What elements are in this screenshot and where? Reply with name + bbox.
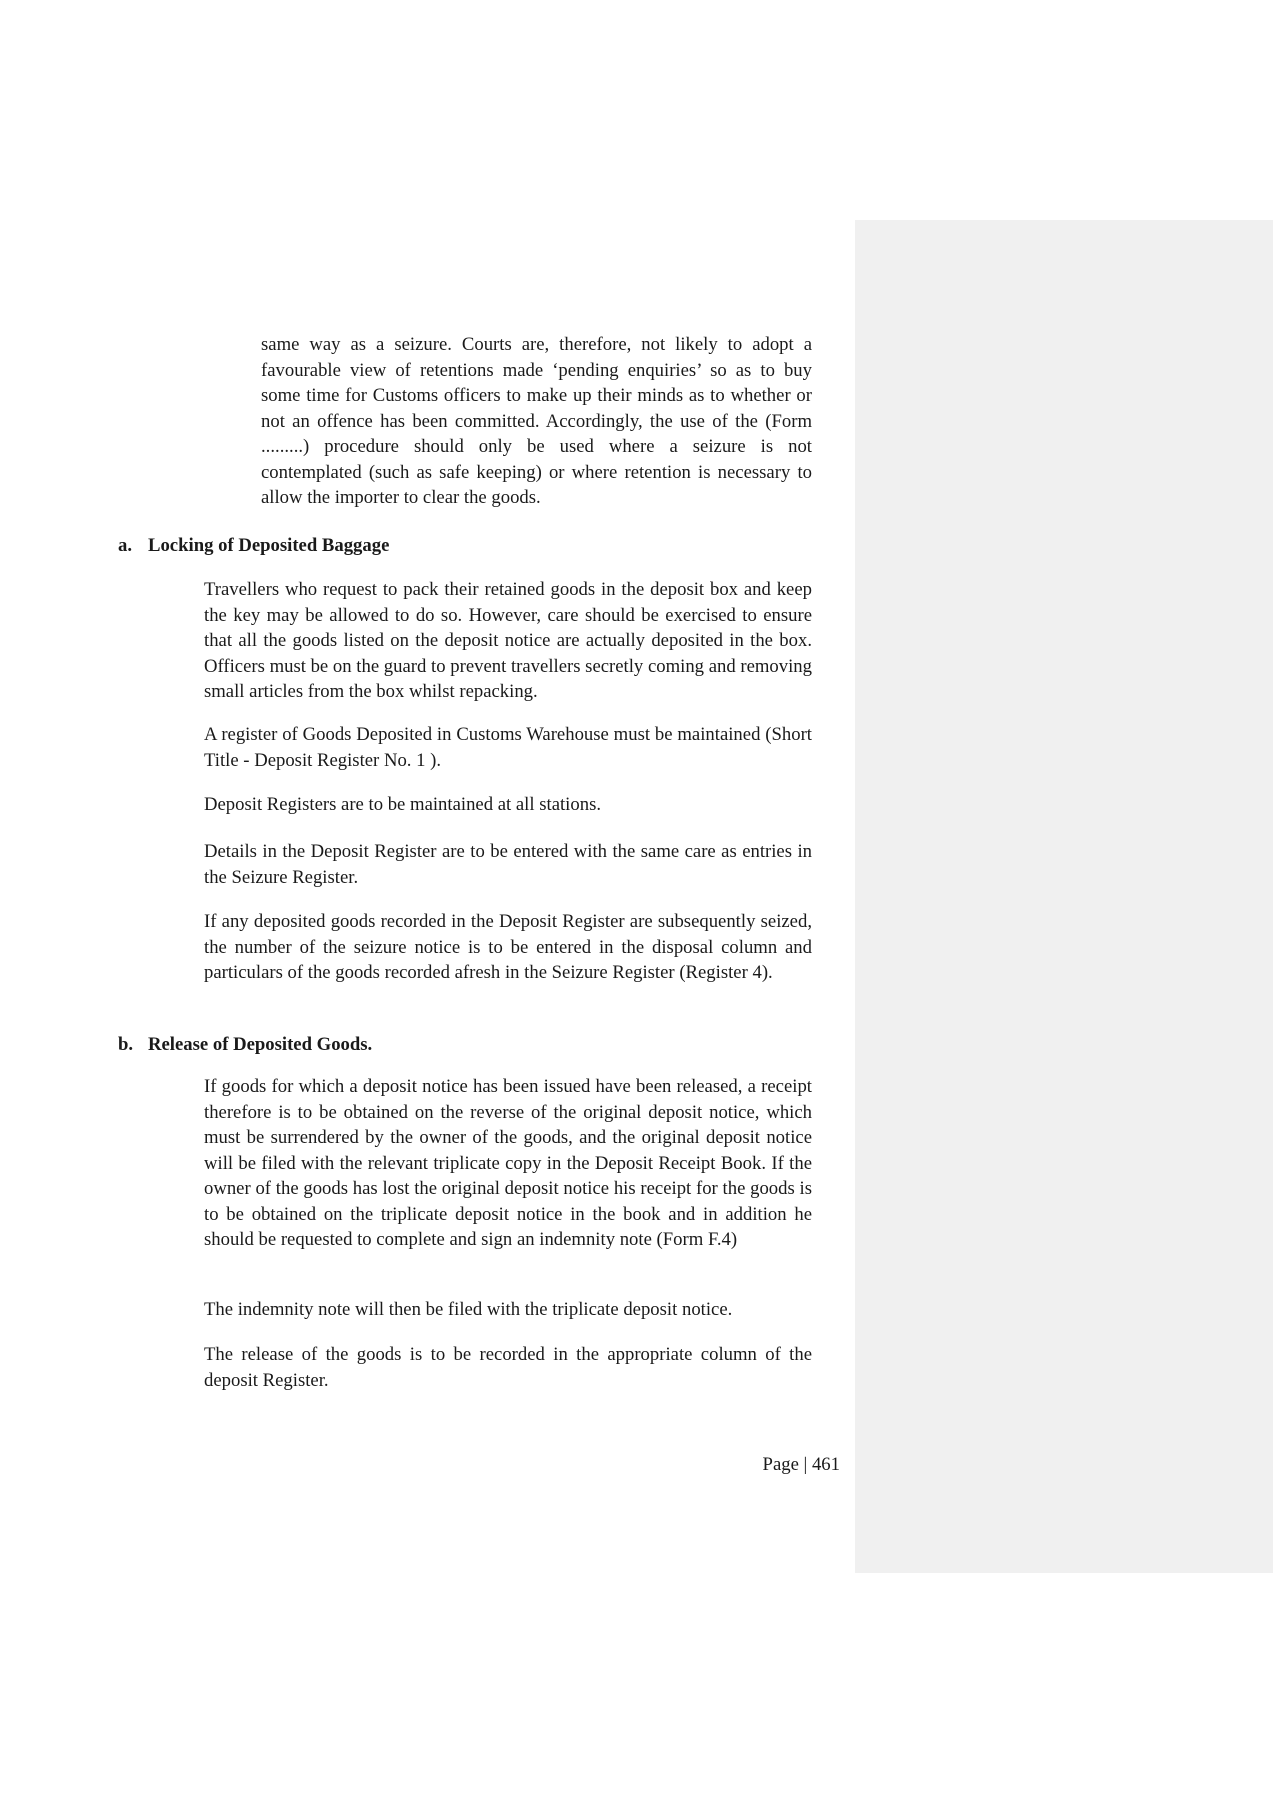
section-letter: b. xyxy=(118,1034,134,1055)
paragraph-release-2: The indemnity note will then be filed with the triplicate deposit notice. xyxy=(204,1299,733,1320)
page-number: Page | 461 xyxy=(762,1454,840,1475)
paragraph-release-1: If goods for which a deposit notice has been issued have been released, a receipt therefore is to be obtained on the reverse of the original deposit notice, which must be surrendered by the owner of the goods, and the original deposit notice will be filed with the relevant triplicate copy in the Deposit Receipt Book. If the owner of the goods has lost the original deposit notice his receipt for the goods is to be obtained on the triplicate deposit notice in the book and in addition he should be requested to complete and sign an indemnity note (Form F.4) xyxy=(204,1076,812,1250)
paragraph-locking-1: Travellers who request to pack their retained goods in the deposit box and keep the key may be allowed to do so. However, care should be exercised to ensure that all the goods listed on the deposit notice are actually deposited in the box. Officers must be on the guard to prevent travellers secretly coming and removing small articles from the box whilst repacking. xyxy=(204,579,812,702)
paragraph-locking-3: Deposit Registers are to be maintained at all stations. xyxy=(204,794,602,815)
section-heading-release xyxy=(118,1032,372,1058)
paragraph-locking-5: If any deposited goods recorded in the Deposit Register are subsequently seized, the number of the seizure notice is to be entered in the disposal column and particulars of the goods recorded afresh in the Seizure Register (Register 4). xyxy=(204,911,812,983)
intro-paragraph: same way as a seizure. Courts are, therefore, not likely to adopt a favourable view of retentions made ‘pending enquiries’ so as to buy some time for Customs officers to make up their minds as to whether or not an offence has been committed. Accordingly, the use of the (Form .........) procedure should only be used where a seizure is not contemplated (such as safe keeping) or where retention is necessary to allow the importer to clear the goods. xyxy=(261,334,812,508)
section-title: Locking of Deposited Baggage xyxy=(148,535,390,556)
section-heading-locking xyxy=(118,533,389,559)
paragraph-locking-4: Details in the Deposit Register are to be entered with the same care as entries in the Seizure Register. xyxy=(204,841,812,888)
section-title: Release of Deposited Goods. xyxy=(148,1034,373,1055)
section-letter: a. xyxy=(118,535,133,556)
paragraph-release-3: The release of the goods is to be recorded in the appropriate column of the deposit Register. xyxy=(204,1344,812,1391)
paragraph-locking-2: A register of Goods Deposited in Customs Warehouse must be maintained (Short Title - Deposit Register No. 1 ). xyxy=(204,724,812,771)
comment-pane xyxy=(855,220,1273,1573)
